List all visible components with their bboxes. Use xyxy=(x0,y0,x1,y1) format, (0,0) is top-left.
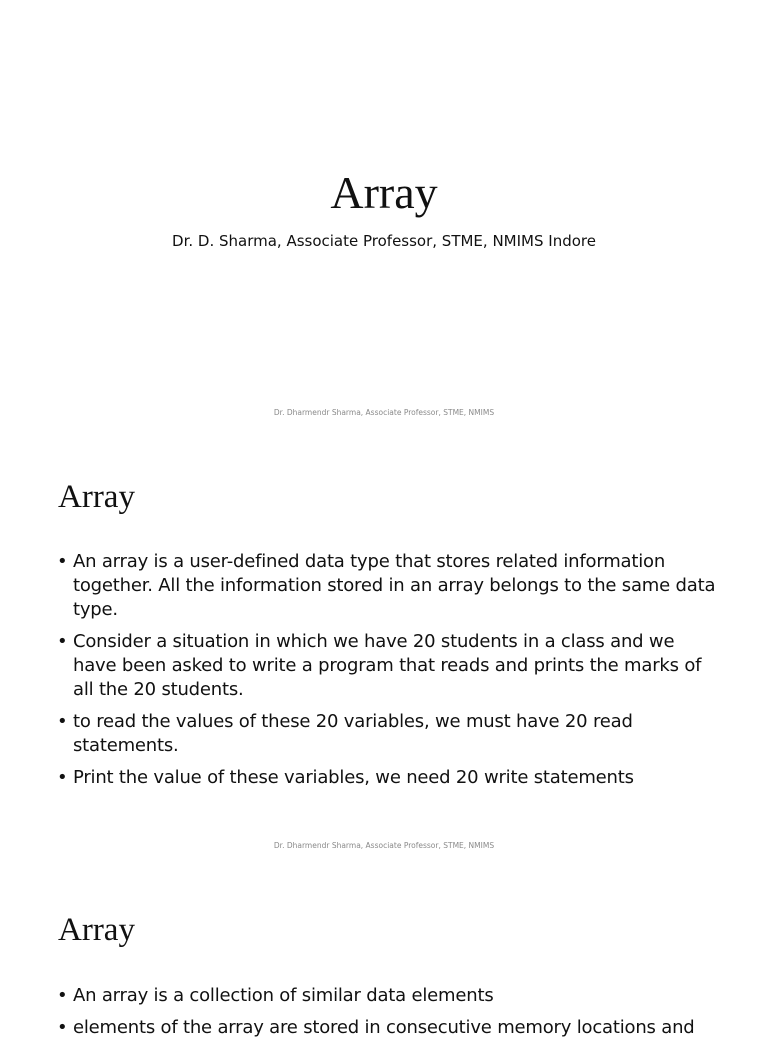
bullet-list xyxy=(56,550,716,798)
bullet-icon: • xyxy=(57,1017,68,1038)
content-slide xyxy=(0,864,768,1038)
bullet-icon: • xyxy=(57,551,68,572)
bullet-text: elements of the array are stored in consecutive memory locations and xyxy=(73,1017,695,1038)
content-slide xyxy=(0,432,768,864)
bullet-text: Consider a situation in which we have 20 students in a class and we have been asked to write a program that reads and prints the marks of all the 20 students. xyxy=(73,631,702,700)
bullet-text: An array is a user-defined data type that stores related information together. All the information stored in an array belongs to the same data type. xyxy=(73,551,716,620)
slide-footer: Dr. Dharmendr Sharma, Associate Professor, STME, NMIMS xyxy=(273,408,495,417)
bullet-text: to read the values of these 20 variables, we must have 20 read statements. xyxy=(73,711,633,756)
bullet-item xyxy=(56,1016,716,1040)
bullet-icon: • xyxy=(57,631,68,652)
bullet-item xyxy=(56,766,716,790)
bullet-text: Print the value of these variables, we need 20 write statements xyxy=(73,767,634,788)
slide-subtitle: Dr. D. Sharma, Associate Professor, STME, NMIMS Indore xyxy=(172,232,596,250)
bullet-icon: • xyxy=(57,711,68,732)
bullet-item xyxy=(56,710,716,758)
bullet-text: An array is a collection of similar data elements xyxy=(73,985,494,1006)
bullet-item xyxy=(56,984,716,1008)
bullet-list xyxy=(56,984,716,1048)
title-slide xyxy=(0,0,768,432)
slide-title: Array xyxy=(58,479,135,515)
bullet-item xyxy=(56,550,716,622)
bullet-icon: • xyxy=(57,985,68,1006)
slide-title: Array xyxy=(330,167,438,218)
slide-title: Array xyxy=(58,912,135,948)
bullet-icon: • xyxy=(57,767,68,788)
bullet-item xyxy=(56,630,716,702)
slide-footer: Dr. Dharmendr Sharma, Associate Professor, STME, NMIMS xyxy=(273,841,495,850)
